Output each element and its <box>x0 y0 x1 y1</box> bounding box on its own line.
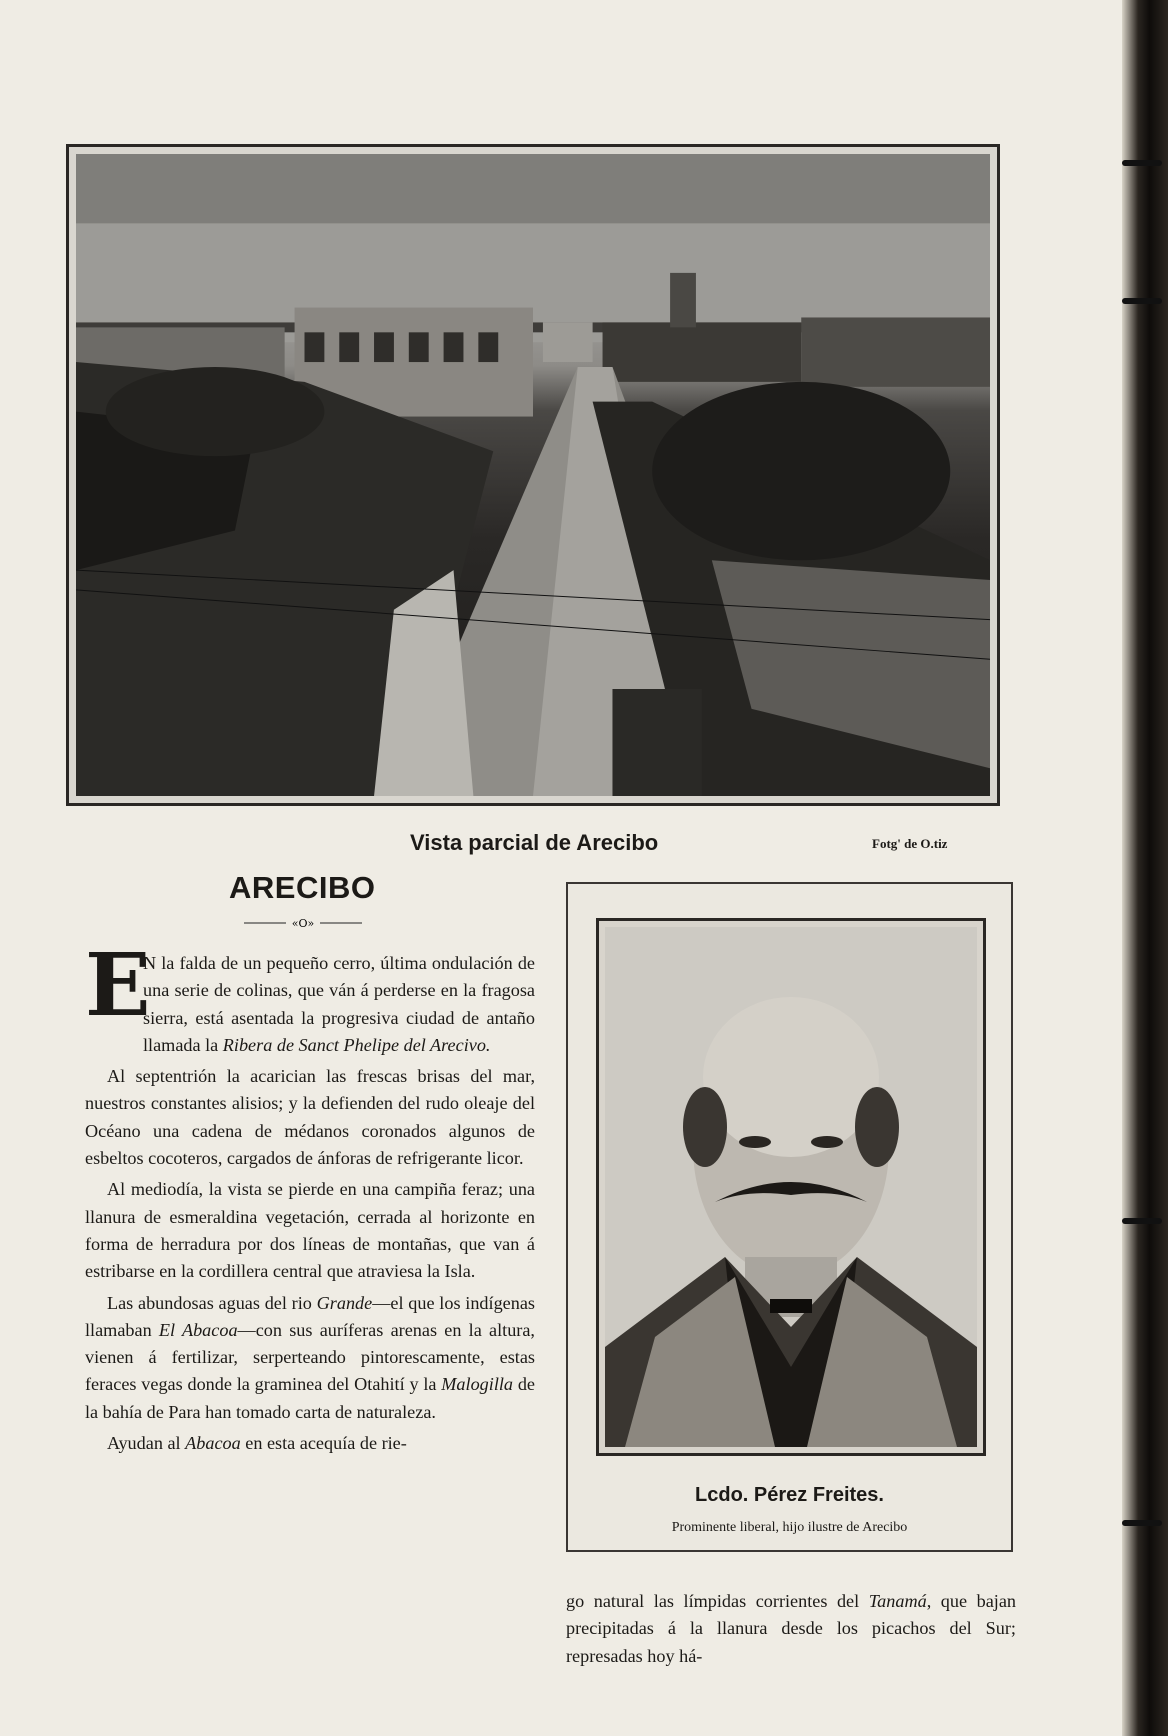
portrait-frame <box>596 918 986 1456</box>
paragraph-1 <box>85 935 535 1059</box>
r1-italic-tanama: Tanamá <box>868 1591 927 1611</box>
photo-credit: Fotg' de O.tiz <box>872 836 948 851</box>
article-title: ARECIBO <box>229 870 376 905</box>
p4-italic-abacoa: El Abacoa <box>158 1319 238 1340</box>
binding-stitch <box>1122 160 1162 166</box>
portrait-description: Prominente liberal, hijo ilustre de Arecibo <box>671 1520 908 1535</box>
paragraph-4 <box>85 1290 535 1426</box>
title-ornament <box>244 916 362 930</box>
p4-text-b: —el que los indígenas llamaban <box>85 1292 535 1340</box>
portrait-box <box>566 882 1013 1552</box>
r1-text-b: , que bajan precipitadas á la llanura desde los picachos del Sur; represadas hoy há- <box>566 1591 1016 1666</box>
street-photo-illustration <box>76 154 990 796</box>
p4-italic-malogilla: Malogilla <box>441 1374 514 1395</box>
portrait-illustration <box>605 927 977 1447</box>
p4-text-a: Las abundosas aguas del rio <box>107 1292 317 1313</box>
paragraph-5 <box>85 1430 535 1457</box>
portrait-name: Lcdo. Pérez Freites. <box>695 1484 884 1506</box>
p5-text-a: Ayudan al <box>107 1433 186 1454</box>
book-binding <box>1122 0 1168 1736</box>
p5-text-b: en esta acequía de rie- <box>240 1433 407 1454</box>
drop-cap: E <box>85 935 151 1036</box>
article-column-right <box>566 1588 1016 1670</box>
article-column-left <box>85 935 535 1461</box>
binding-stitch <box>1122 298 1162 304</box>
paragraph-3: Al mediodía, la vista se pierde en una campiña feraz; una llanura de esmeraldina vegetación, cerrada al horizonte en forma de herradura por dos líneas de montañas, que van á estribarse en la cordillera central que atraviesa la Isla. <box>85 1179 535 1282</box>
p4-text-c: —con sus auríferas arenas en la altura, vienen á fertilizar, serperteando pintorescamente, estas feraces vegas donde la graminea del Otahití y la <box>85 1319 535 1395</box>
binding-stitch <box>1122 1218 1162 1224</box>
binding-stitch <box>1122 1520 1162 1526</box>
paragraph-2: Al septentrión la acarician las frescas brisas del mar, nuestros constantes alisios; y la defienden del rudo oleaje del Océano una cadena de médanos coronados algunos de esbeltos cocoteros, cargados de ánforas de refrigerante licor. <box>85 1066 535 1169</box>
ornament-graphic <box>244 916 362 930</box>
photo-caption: Vista parcial de Arecibo <box>410 830 659 855</box>
portrait-photo <box>605 927 977 1447</box>
r1-text-a: go natural las límpidas corrientes del <box>566 1591 869 1611</box>
ornament-text: «O» <box>291 917 315 930</box>
paragraph-1-italic: Ribera de Sanct Phelipe del Arecivo. <box>222 1034 491 1055</box>
paragraph-1-text: N la falda de un pequeño cerro, última ondulación de una serie de colinas, que ván á perderse en la fragosa sierra, está asentada la progresiva ciudad de antaño llamada la <box>143 953 535 1055</box>
p4-italic-grande: Grande <box>316 1292 373 1313</box>
p4-text-d: de la bahía de Para han tomado carta de naturaleza. <box>85 1374 535 1422</box>
right-paragraph-1 <box>566 1588 1016 1670</box>
street-photo-frame <box>66 144 1000 806</box>
p5-italic-abacoa: Abacoa <box>185 1433 241 1454</box>
street-photo <box>76 154 990 796</box>
